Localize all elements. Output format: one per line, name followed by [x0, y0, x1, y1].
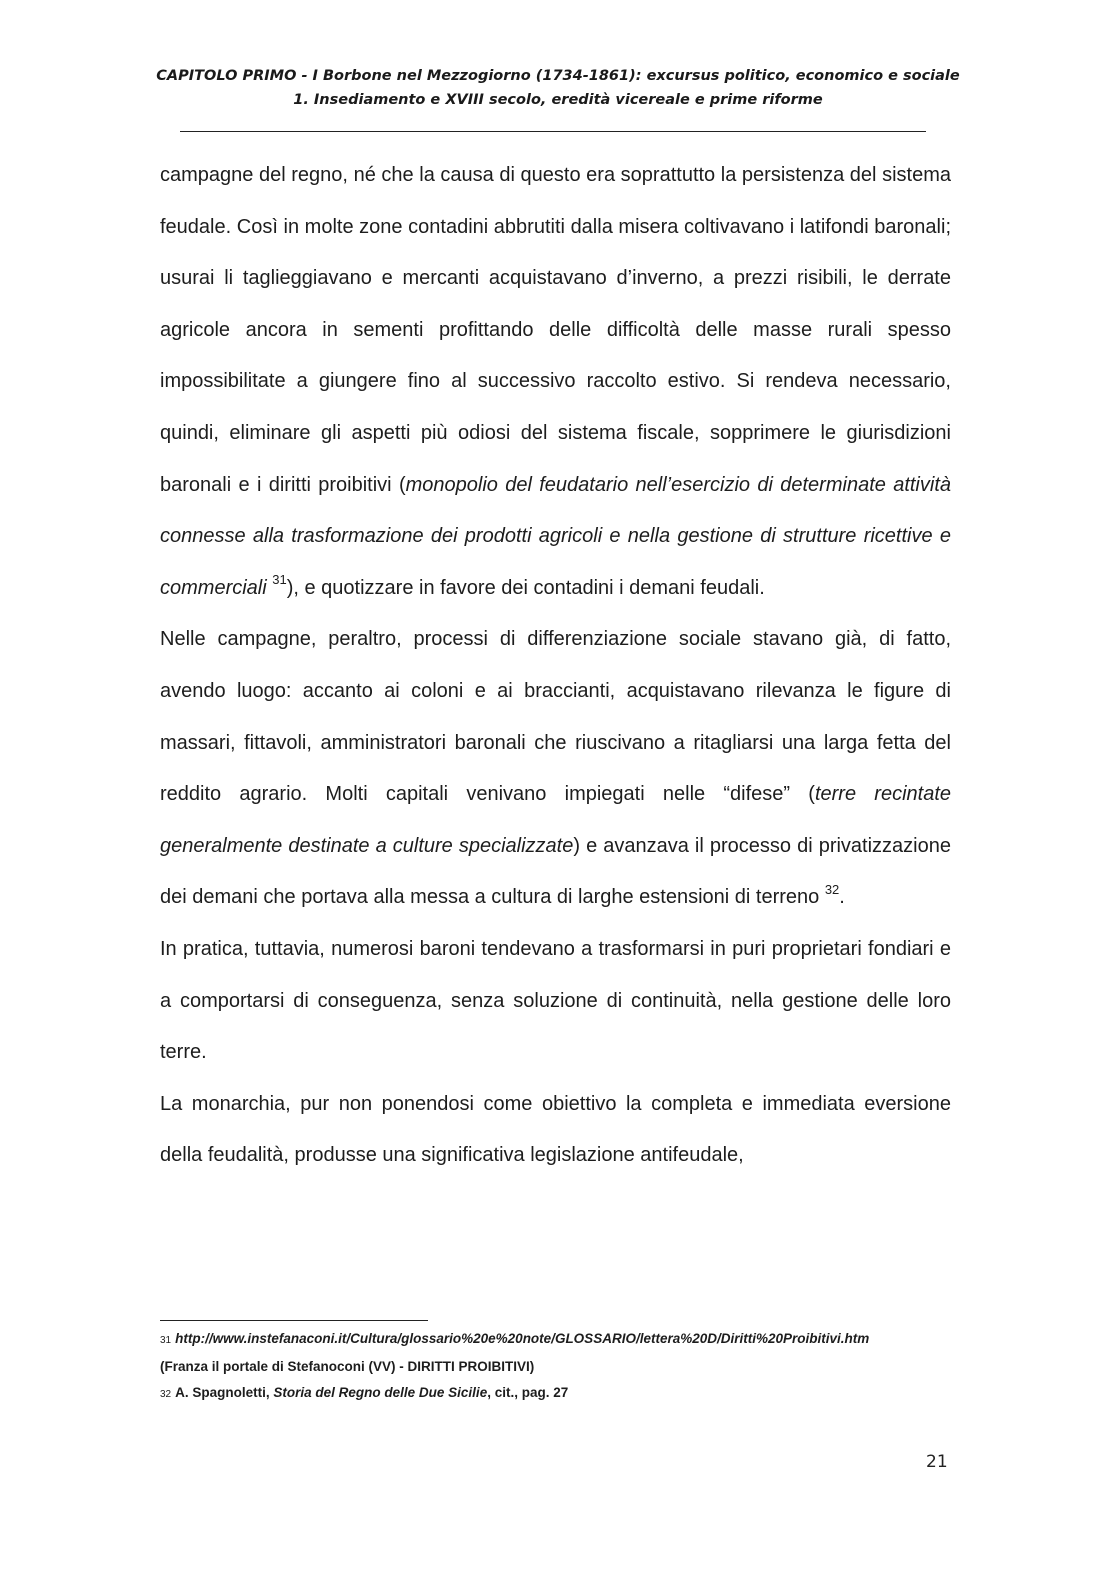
- section-title: 1. Insediamento e XVIII secolo, eredità vicereale e prime riforme: [293, 92, 823, 108]
- footnote-ref-32[interactable]: 32: [824, 881, 840, 897]
- footnote-link[interactable]: http://www.instefanaconi.it/Cultura/glossario%20e%20note/GLOSSARIO/lettera%20D/Diritti%20Proibitivi.htm: [175, 1331, 870, 1346]
- footnote-31-description: (Franza il portale di Stefanoconi (VV) - DIRITTI PROIBITIVI): [160, 1359, 535, 1374]
- footnote-32: 32 A. Spagnoletti, Storia del Regno delle Due Sicilie, cit., pag. 27: [160, 1385, 569, 1400]
- footnote-number: 31: [160, 1335, 172, 1346]
- page-number: 21: [926, 1452, 948, 1472]
- footnote-31: [160, 1326, 960, 1354]
- definition-italic: monopolio del feudatario nell’esercizio di determinate attività connesse alla trasformazione dei prodotti agricoli e nella gestione di strutture ricettive e commerciali: [160, 473, 951, 599]
- header-rule: [180, 131, 926, 132]
- paragraph-2: Nelle campagne, peraltro, processi di differenziazione sociale stavano già, di fatto, avendo luogo: accanto ai coloni e ai braccianti, acquistavano rilevanza le figure di massari, fittavoli, amministratori baronali che riuscivano a ritagliarsi una larga fetta del reddito agrario. Molti capitali venivano impiegati nelle “difese” (terre recintate generalmente destinate a culture specializzate) e avanzava il processo di privatizzazione dei demani che portava alla messa a cultura di larghe estensioni di terreno $^{32}$.: [160, 628, 951, 909]
- footnotes: [160, 1326, 960, 1408]
- book-title: Storia del Regno delle Due Sicilie: [273, 1385, 488, 1400]
- footnote-number: 32: [160, 1389, 172, 1400]
- running-header: [0, 64, 1116, 112]
- difese-italic: terre recintate generalmente destinate a culture specializzate: [160, 783, 951, 857]
- paragraph-4: La monarchia, pur non ponendosi come obiettivo la completa e immediata eversione della feudalità, produsse una significativa legislazione antifeudale,: [160, 1092, 951, 1167]
- body-text: [160, 150, 951, 1182]
- paragraph-3: In pratica, tuttavia, numerosi baroni tendevano a trasformarsi in puri proprietari fondiari e a comportarsi di conseguenza, senza soluzione di continuità, nella gestione delle loro terre.: [160, 937, 951, 1064]
- footnote-rule: [160, 1320, 428, 1321]
- footnote-ref-31[interactable]: 31: [272, 572, 287, 588]
- paragraph-1: campagne del regno, né che la causa di questo era soprattutto la persistenza del sistema feudale. Così in molte zone contadini abbrutiti dalla misera coltivavano i latifondi baronali; usurai li taglieggiavano e mercanti acquistavano d’inverno, a prezzi risibili, le derrate agricole ancora in sementi profittando delle difficoltà delle masse rurali spesso impossibilitate a giungere fino al successivo raccolto estivo. Si rendeva necessario, quindi, eliminare gli aspetti più odiosi del sistema fiscale, sopprimere le giurisdizioni baronali e i diritti proibitivi (monopolio del feudatario nell’esercizio di determinate attività connesse alla trasformazione dei prodotti agricoli e nella gestione di strutture ricettive e commerciali $^{31}$), e quotizzare in favore dei contadini i demani feudali.: [160, 164, 951, 599]
- chapter-title: CAPITOLO PRIMO - I Borbone nel Mezzogiorno (1734-1861): excursus politico, economico e sociale: [156, 68, 960, 84]
